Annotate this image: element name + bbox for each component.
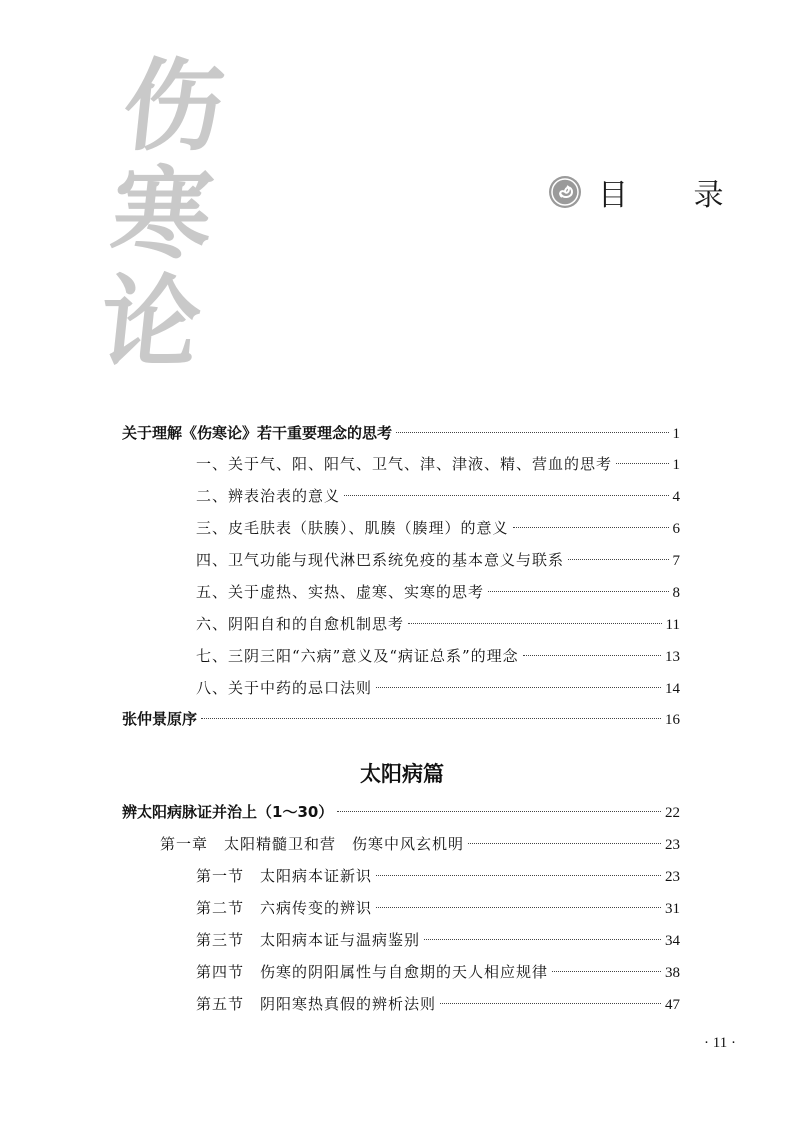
toc-entry-title: 五、关于虚热、实热、虚寒、实寒的思考 — [196, 583, 485, 601]
toc-entry-title: 第三节 太阳病本证与温病鉴别 — [196, 931, 421, 949]
toc-entry — [196, 677, 680, 700]
toc-entry-title: 关于理解《伤寒论》若干重要理念的思考 — [122, 424, 393, 442]
toc-entry — [196, 517, 680, 540]
toc-leader — [201, 718, 661, 719]
toc-entry-title: 第一章 太阳精髓卫和营 伤寒中风玄机明 — [160, 835, 465, 853]
toc-leader — [552, 971, 661, 972]
toc-entry-page: 22 — [665, 805, 680, 821]
toc-entry-title: 二、辨表治表的意义 — [196, 487, 341, 505]
toc-entry-title: 第二节 六病传变的辨识 — [196, 899, 373, 917]
toc-entry-title: 七、三阴三阳“六病”意义及“病证总系”的理念 — [196, 647, 519, 665]
toc-entry-page: 16 — [665, 712, 680, 728]
toc-entry-page: 31 — [665, 901, 680, 917]
toc-entry — [196, 961, 680, 984]
toc-heading — [548, 170, 752, 214]
toc-entry — [196, 581, 680, 604]
toc-entry — [196, 453, 680, 476]
toc-entry — [122, 801, 680, 824]
toc-entry — [196, 613, 680, 636]
toc-entry — [196, 993, 680, 1016]
toc-entry-title: 八、关于中药的忌口法则 — [196, 679, 373, 697]
toc-entry-page: 6 — [672, 521, 680, 537]
page-number: · 11 · — [704, 1035, 736, 1051]
toc-leader — [376, 907, 661, 908]
part-heading: 太阳病篇 — [360, 762, 444, 786]
toc-entry-title: 第五节 阴阳寒热真假的辨析法则 — [196, 995, 437, 1013]
toc-leader — [440, 1003, 661, 1004]
toc-entry-title: 一、关于气、阳、阳气、卫气、津、津液、精、营血的思考 — [196, 455, 613, 473]
calligraphy-char: 伤 — [117, 47, 230, 165]
toc-entry — [122, 708, 680, 731]
calligraphy-char: 寒 — [105, 155, 219, 273]
toc-entry — [196, 929, 680, 952]
toc-leader — [344, 495, 668, 496]
toc-entry-page: 1 — [672, 457, 680, 473]
toc-entry-title: 四、卫气功能与现代淋巴系统免疫的基本意义与联系 — [196, 551, 565, 569]
toc-leader — [468, 843, 661, 844]
spiral-emblem-icon — [548, 175, 582, 209]
toc-entry-page: 11 — [665, 617, 680, 633]
toc-entry — [196, 645, 680, 668]
calligraphy-char: 论 — [94, 263, 207, 381]
toc-leader — [488, 591, 668, 592]
toc-leader — [408, 623, 662, 624]
toc-entry-page: 4 — [672, 489, 680, 505]
toc-entry-page: 34 — [665, 933, 680, 949]
toc-entry — [196, 549, 680, 572]
toc-entry — [160, 833, 680, 856]
toc-entry — [122, 422, 680, 445]
toc-entry-page: 7 — [672, 553, 680, 569]
toc-entry-title: 辨太阳病脉证并治上（1～30） — [122, 803, 334, 821]
toc-entry-title: 第四节 伤寒的阴阳属性与自愈期的天人相应规律 — [196, 963, 549, 981]
toc-leader — [396, 432, 668, 433]
toc-leader — [568, 559, 668, 560]
toc-entry-title: 张仲景原序 — [122, 710, 198, 728]
page-title: 目 录 — [598, 178, 752, 213]
toc-entry-page: 23 — [665, 869, 680, 885]
toc-entry — [196, 865, 680, 888]
toc-entry-page: 23 — [665, 837, 680, 853]
toc-entry-title: 三、皮毛肤表（肤腠）、肌腠（腠理）的意义 — [196, 519, 509, 537]
toc-leader — [376, 687, 661, 688]
toc-entry-page: 8 — [672, 585, 680, 601]
toc-entry — [196, 485, 680, 508]
toc-entry-page: 14 — [665, 681, 680, 697]
toc-entry-title: 第一节 太阳病本证新识 — [196, 867, 373, 885]
toc-entry-title: 六、阴阳自和的自愈机制思考 — [196, 615, 405, 633]
toc-entry-page: 1 — [672, 426, 680, 442]
toc-leader — [424, 939, 661, 940]
toc-leader — [337, 811, 661, 812]
toc-entry-page: 13 — [665, 649, 680, 665]
calligraphy-title — [94, 47, 230, 381]
toc-entry-page: 38 — [665, 965, 680, 981]
toc-leader — [513, 527, 669, 528]
toc-entry — [196, 897, 680, 920]
toc-leader — [523, 655, 661, 656]
toc-leader — [616, 463, 668, 464]
toc-leader — [376, 875, 661, 876]
toc-entry-page: 47 — [665, 997, 680, 1013]
